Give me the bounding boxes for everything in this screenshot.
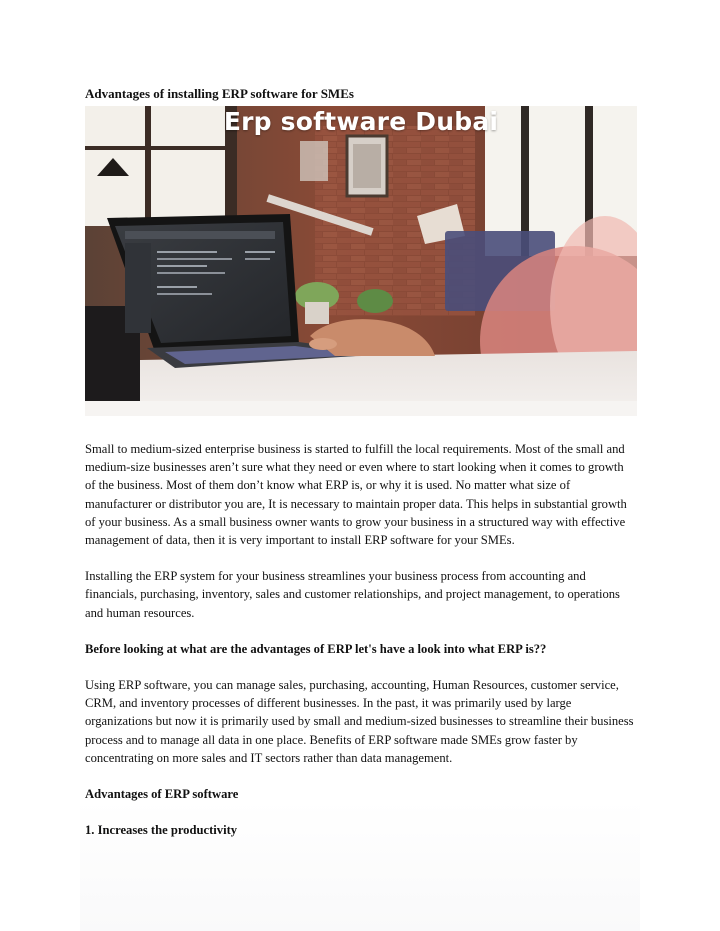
- article-heading: Advantages of installing ERP software for SMEs: [85, 86, 354, 101]
- paragraph-intro: Small to medium-sized enterprise business is started to fulfill the local requirements. Most of the small and medium-size businesses aren’t sure what they need or even where to start looking when it comes to growth of the business. Most of them don’t know what ERP is, or why it is used. No matter what size of manufacturer or distributor you are, It is necessary to maintain proper data. This helps in substantial growth of your business. As a small business owner wants to grow your business in a structured way with effective management of data, then it is very important to install ERP software for your SMEs.: [85, 442, 627, 548]
- paragraph-installing: Installing the ERP system for your business streamlines your business process from accounting and financials, purchasing, inventory, sales and customer relationships, and project management, to operations and human resources.: [85, 569, 620, 620]
- subheading-productivity: 1. Increases the productivity: [85, 823, 238, 838]
- paragraph-using-erp: Using ERP software, you can manage sales, purchasing, accounting, Human Resources, customer service, CRM, and inventory processes of different businesses. In the past, it was primarily used by large organizations but now it is primarily used by small and medium-sized businesses to streamline their business process and to manage all data in one place. Benefits of ERP software made SMEs grow faster by concentrating on more sales and IT sectors rather than data management.: [85, 678, 634, 765]
- subheading-advantages: Advantages of ERP software: [85, 787, 239, 802]
- article-body: [85, 86, 637, 839]
- subheading-what-is-erp: Before looking at what are the advantages of ERP let's have a look into what ERP is??: [85, 641, 547, 656]
- hero-overlay-title: Erp software Dubai: [223, 107, 499, 136]
- hero-image: [85, 106, 637, 416]
- office-laptop-photo: [85, 106, 637, 416]
